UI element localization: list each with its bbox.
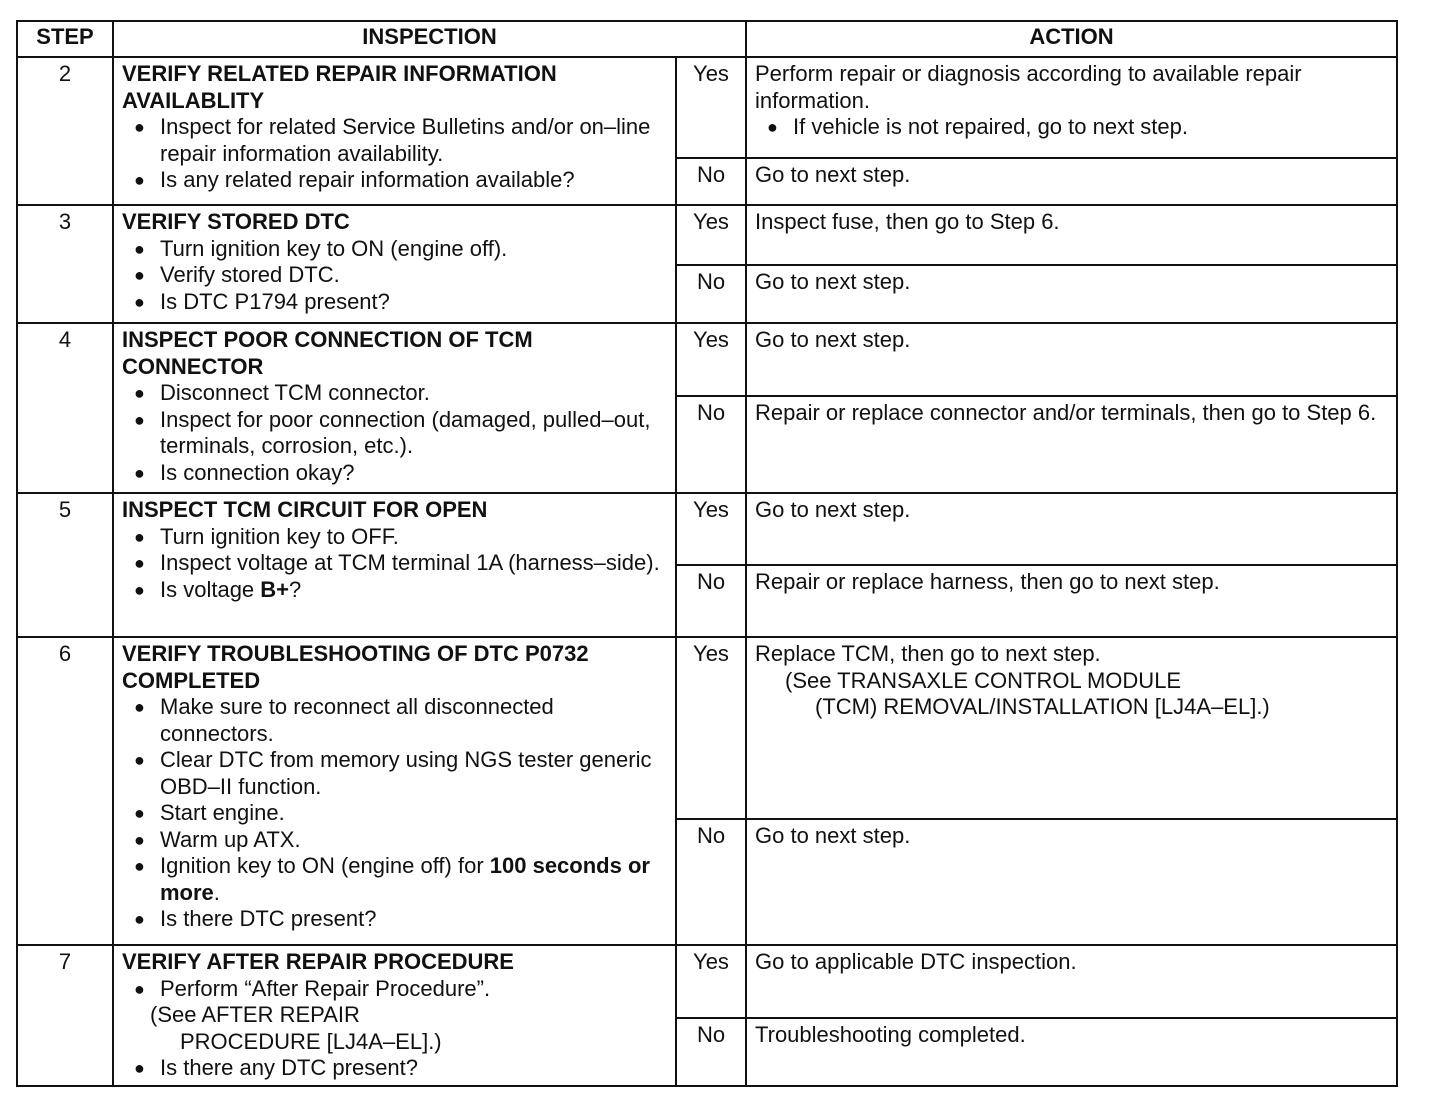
yes-label: Yes [676, 637, 746, 819]
yes-label: Yes [676, 323, 746, 396]
bullet-item: ● Inspect for related Service Bulletins and/or on–line repair information availability. [122, 114, 667, 167]
step-number: 7 [17, 945, 113, 1086]
no-label: No [676, 158, 746, 205]
no-action: Repair or replace harness, then go to next step. [746, 565, 1397, 637]
inspection-bullets [122, 524, 667, 604]
yes-label: Yes [676, 205, 746, 265]
inspection-bullets [122, 236, 667, 316]
inspection-title: VERIFY TROUBLESHOOTING OF DTC P0732 COMPLETED [122, 641, 589, 693]
step-number: 4 [17, 323, 113, 493]
reference-text: PROCEDURE [LJ4A–EL].) [180, 1028, 442, 1054]
inspection-bullets [122, 976, 667, 1082]
yes-action: Go to applicable DTC inspection. [746, 945, 1397, 1018]
yes-action: Inspect fuse, then go to Step 6. [746, 205, 1397, 265]
inspection-bullets [122, 114, 667, 194]
header-action: ACTION [746, 21, 1397, 57]
inspection-cell [113, 323, 676, 493]
bullet-item: ● Warm up ATX. [122, 827, 667, 854]
procedure-sheet [16, 20, 1396, 1087]
bullet-item: ● Turn ignition key to OFF. [122, 524, 667, 551]
step-row-yes [17, 945, 1397, 1018]
inspection-cell [113, 637, 676, 945]
action-text: Perform repair or diagnosis according to available repair information. [755, 61, 1302, 113]
inspection-title: VERIFY STORED DTC [122, 209, 350, 234]
bullet-item: ● Make sure to reconnect all disconnected connectors. [122, 694, 667, 747]
step-row-yes [17, 57, 1397, 158]
bullet-item: ● Is there DTC present? [122, 906, 667, 933]
action-reference: (TCM) REMOVAL/INSTALLATION [LJ4A–EL].) [815, 694, 1270, 719]
header-inspection: INSPECTION [113, 21, 746, 57]
no-action: Go to next step. [746, 265, 1397, 323]
no-action: Go to next step. [746, 158, 1397, 205]
no-label: No [676, 565, 746, 637]
no-label: No [676, 396, 746, 493]
yes-action [746, 57, 1397, 158]
inspection-cell [113, 57, 676, 205]
bullet-item: ● Clear DTC from memory using NGS tester generic OBD–II function. [122, 747, 667, 800]
yes-action: Go to next step. [746, 323, 1397, 396]
yes-label: Yes [676, 493, 746, 565]
inspection-title: VERIFY RELATED REPAIR INFORMATION AVAILABLITY [122, 61, 557, 113]
inspection-cell [113, 205, 676, 323]
no-action: Repair or replace connector and/or terminals, then go to Step 6. [746, 396, 1397, 493]
header-row [17, 21, 1397, 57]
bullet-item: ● Is any related repair information available? [122, 167, 667, 194]
inspection-title: INSPECT TCM CIRCUIT FOR OPEN [122, 497, 488, 522]
bullet-item: ● Disconnect TCM connector. [122, 380, 667, 407]
bullet-item: ● Inspect voltage at TCM terminal 1A (harness–side). [122, 550, 667, 577]
reference-text: (See AFTER REPAIR [150, 1002, 360, 1027]
no-action: Go to next step. [746, 819, 1397, 945]
bullet-item: ● Start engine. [122, 800, 667, 827]
no-label: No [676, 1018, 746, 1086]
yes-label: Yes [676, 57, 746, 158]
step-number: 2 [17, 57, 113, 205]
step-number: 5 [17, 493, 113, 637]
no-label: No [676, 819, 746, 945]
no-label: No [676, 265, 746, 323]
step-row-yes [17, 205, 1397, 265]
step-row-yes [17, 637, 1397, 819]
bullet-item: ● Verify stored DTC. [122, 262, 667, 289]
step-row-yes [17, 323, 1397, 396]
step-number: 6 [17, 637, 113, 945]
inspection-table [16, 20, 1398, 1087]
header-step: STEP [17, 21, 113, 57]
bullet-item: ● Is connection okay? [122, 460, 667, 487]
no-action: Troubleshooting completed. [746, 1018, 1397, 1086]
bullet-item: ● Perform “After Repair Procedure”. (See AFTER REPAIR PROCEDURE [LJ4A–EL].) [122, 976, 667, 1056]
inspection-bullets [122, 380, 667, 486]
step-number: 3 [17, 205, 113, 323]
bullet-item: ● Ignition key to ON (engine off) for 100 seconds or more. [122, 853, 667, 906]
inspection-title: VERIFY AFTER REPAIR PROCEDURE [122, 949, 514, 974]
bullet-item: ● Is there any DTC present? [122, 1055, 667, 1082]
inspection-title: INSPECT POOR CONNECTION OF TCM CONNECTOR [122, 327, 533, 379]
bullet-item: ● Inspect for poor connection (damaged, pulled–out, terminals, corrosion, etc.). [122, 407, 667, 460]
inspection-cell [113, 493, 676, 637]
bullet-item: ● Turn ignition key to ON (engine off). [122, 236, 667, 263]
yes-label: Yes [676, 945, 746, 1018]
bullet-item: ● Is voltage B+? [122, 577, 667, 604]
inspection-cell [113, 945, 676, 1086]
action-reference: (See TRANSAXLE CONTROL MODULE [785, 667, 1182, 693]
yes-action: Go to next step. [746, 493, 1397, 565]
action-bullet: ● If vehicle is not repaired, go to next step. [755, 114, 1388, 141]
step-row-yes [17, 493, 1397, 565]
action-text: Replace TCM, then go to next step. [755, 641, 1101, 666]
bullet-item: ● Is DTC P1794 present? [122, 289, 667, 316]
inspection-bullets [122, 694, 667, 933]
yes-action [746, 637, 1397, 819]
